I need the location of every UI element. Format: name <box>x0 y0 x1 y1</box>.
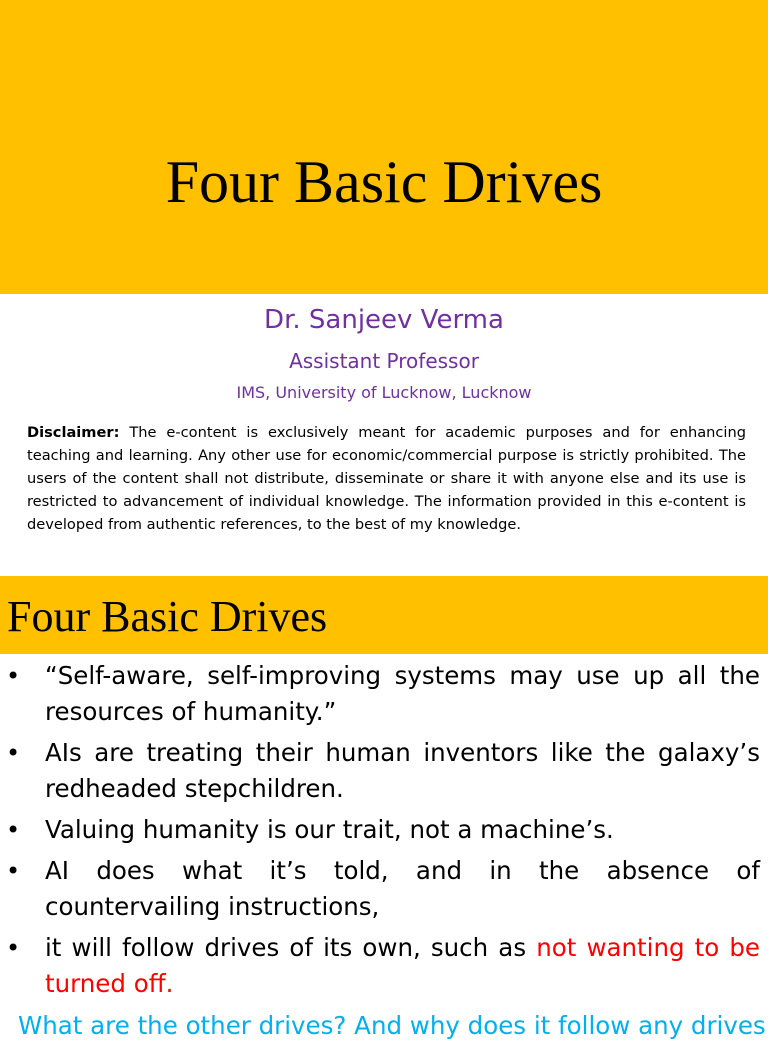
bullet-text: AIs are treating their human inventors like the galaxy’s redheaded stepchildren. <box>45 738 760 803</box>
bullet-text: it will follow drives of its own, such as <box>45 933 537 962</box>
slide-title: Four Basic Drives <box>165 149 603 215</box>
section-title: Four Basic Drives <box>7 592 328 641</box>
bullet-item <box>0 930 768 1002</box>
bullet-text: AI does what it’s told, and in the absence of countervailing instructions, <box>45 856 760 921</box>
disclaimer <box>27 421 746 536</box>
bullet-list <box>0 658 768 1007</box>
bullet-text: “Self-aware, self-improving systems may use up all the resources of humanity.” <box>45 661 760 726</box>
author-affiliation: IMS, University of Lucknow, Lucknow <box>236 383 532 402</box>
disclaimer-label: Disclaimer: <box>27 424 120 441</box>
bullet-icon: • <box>6 934 21 962</box>
bullet-icon: • <box>6 662 21 690</box>
bullet-text: Valuing humanity is our trait, not a machine’s. <box>45 815 614 844</box>
author-role: Assistant Professor <box>289 349 479 373</box>
bullet-icon: • <box>6 857 21 885</box>
bullet-highlight-text: not wanting to be turned off. <box>45 933 760 998</box>
bullet-icon: • <box>6 816 21 844</box>
bullet-item <box>0 812 768 848</box>
bullet-item <box>0 853 768 925</box>
disclaimer-text: The e-content is exclusively meant for academic purposes and for enhancing teaching and learning. Any other use for economic/commercial purpose is strictly prohibited. The users of the content shall not distribute, disseminate or share it with anyone else and its use is restricted to advancement of individual knowledge. The information provided in this e-content is developed from authentic references, to the best of my knowledge. <box>27 424 746 533</box>
bullet-item <box>0 658 768 730</box>
author-name: Dr. Sanjeev Verma <box>264 305 504 335</box>
bullet-item <box>0 735 768 807</box>
question-text: What are the other drives? And why does it follow any drives <box>18 1011 766 1040</box>
bullet-icon: • <box>6 739 21 767</box>
